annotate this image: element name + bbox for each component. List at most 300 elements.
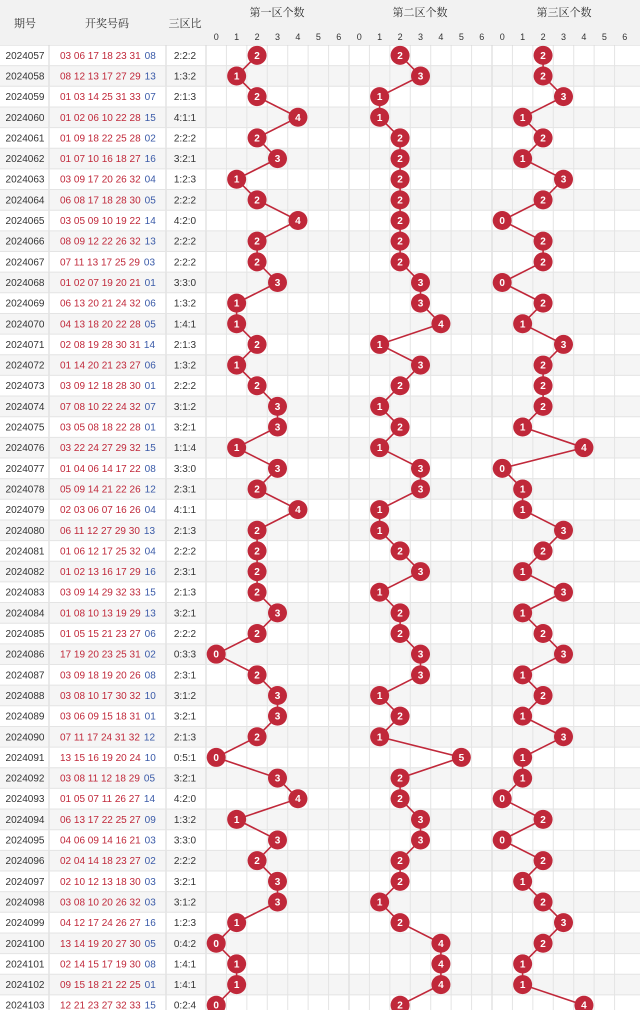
blue-number: 01 <box>144 980 156 992</box>
zone-ratio: 2:3:1 <box>173 484 197 496</box>
zone-ratio: 1:3:2 <box>173 360 197 372</box>
zone1-ball-value: 2 <box>254 133 260 145</box>
zone1-ball-value: 0 <box>213 938 219 950</box>
zone3-ball-value: 0 <box>499 463 505 475</box>
red-numbers: 07 11 13 17 25 29 <box>60 257 140 269</box>
count-header-3-2: 2 <box>540 32 546 42</box>
zone1-ball-value: 3 <box>274 690 281 702</box>
zone2-ball-value: 4 <box>438 319 444 331</box>
zone3-ball-value: 2 <box>540 298 546 310</box>
zone3-ball-value: 3 <box>560 918 567 930</box>
zone-ratio: 0:3:3 <box>173 649 197 661</box>
red-numbers: 01 04 06 14 17 22 <box>60 463 141 475</box>
zone2-ball-value: 5 <box>458 752 465 764</box>
zone3-ball-value: 1 <box>519 980 526 992</box>
zone1-ball-value: 0 <box>213 649 219 661</box>
zone-ratio: 2:2:2 <box>173 856 197 868</box>
zone2-ball-value: 2 <box>397 918 403 930</box>
count-header-3-3: 3 <box>560 32 567 42</box>
draw-numbers <box>60 712 156 723</box>
issue-number: 2024084 <box>5 608 45 620</box>
count-header-1-1: 1 <box>234 32 240 42</box>
count-header-3-6: 6 <box>622 32 628 42</box>
blue-number: 05 <box>144 319 156 331</box>
red-numbers: 08 09 12 22 26 32 <box>60 236 141 248</box>
count-header-1-0: 0 <box>213 32 219 42</box>
red-numbers: 01 06 12 17 25 32 <box>60 546 141 558</box>
zone1-ball-value: 1 <box>233 298 240 310</box>
zone2-ball-value: 2 <box>397 422 403 434</box>
red-numbers: 01 05 07 11 26 27 <box>60 794 140 806</box>
zone-ratio: 2:2:2 <box>173 195 197 207</box>
blue-number: 16 <box>144 154 156 166</box>
zone2-ball-value: 2 <box>397 629 403 641</box>
issue-number: 2024065 <box>5 216 45 228</box>
zone1-ball-value: 2 <box>254 92 260 104</box>
zone3-ball-value: 2 <box>540 546 546 558</box>
count-header-3-4: 4 <box>581 32 587 42</box>
red-numbers: 01 02 07 19 20 21 <box>60 277 141 289</box>
blue-number: 03 <box>143 257 156 269</box>
blue-number: 10 <box>144 752 156 764</box>
zone3-ball-value: 4 <box>581 1000 587 1010</box>
draw-numbers <box>60 381 156 392</box>
zone3-ball-value: 1 <box>519 505 526 517</box>
issue-number: 2024080 <box>5 525 45 537</box>
blue-number: 13 <box>144 236 156 248</box>
issue-number: 2024076 <box>5 443 45 455</box>
blue-number: 08 <box>144 670 156 682</box>
zone2-ball-value: 2 <box>397 773 403 785</box>
zone-ratio: 2:2:2 <box>173 236 197 248</box>
red-numbers: 03 06 09 15 18 31 <box>60 711 141 723</box>
zone1-ball-value: 1 <box>233 980 240 992</box>
zone2-ball-value: 1 <box>376 525 383 537</box>
zone3-ball-value: 1 <box>519 319 526 331</box>
issue-number: 2024095 <box>5 835 45 847</box>
zone-ratio: 2:2:2 <box>173 546 197 558</box>
issue-number: 2024099 <box>5 918 45 930</box>
draw-numbers <box>60 51 156 62</box>
draw-numbers <box>60 794 155 805</box>
zone3-ball-value: 3 <box>560 174 567 186</box>
zone1-ball-value: 3 <box>274 835 281 847</box>
blue-number: 09 <box>144 814 156 826</box>
zone2-ball-value: 2 <box>397 174 403 186</box>
red-numbers: 07 11 17 24 31 32 <box>60 732 140 744</box>
header-ratio: 三区比 <box>168 18 202 30</box>
zone2-ball-value: 2 <box>397 195 403 207</box>
zone1-ball-value: 2 <box>254 587 260 599</box>
red-numbers: 01 08 10 13 19 29 <box>60 608 141 620</box>
zone3-ball-value: 1 <box>519 711 526 723</box>
count-header-2-4: 4 <box>438 32 444 42</box>
draw-numbers <box>60 670 156 681</box>
zone-ratio: 3:3:0 <box>173 277 197 289</box>
zone2-ball-value: 1 <box>376 897 383 909</box>
zone3-ball-value: 2 <box>540 629 546 641</box>
issue-number: 2024071 <box>5 339 45 351</box>
zone1-ball-value: 2 <box>254 236 260 248</box>
blue-number: 06 <box>144 298 156 310</box>
zone-ratio: 3:3:0 <box>173 835 197 847</box>
zone1-ball-value: 3 <box>274 773 281 785</box>
zone-ratio: 2:2:2 <box>173 629 197 641</box>
zone-ratio: 0:4:2 <box>173 938 197 950</box>
zone2-ball-value: 3 <box>417 277 424 289</box>
count-header-2-3: 3 <box>417 32 424 42</box>
blue-number: 04 <box>144 174 156 186</box>
zone2-ball-value: 2 <box>397 133 403 145</box>
count-header-2-6: 6 <box>479 32 485 42</box>
zone-ratio: 1:4:1 <box>173 319 197 331</box>
zone2-ball-value: 3 <box>417 835 424 847</box>
count-header-3-5: 5 <box>601 32 607 42</box>
zone2-ball-value: 2 <box>397 381 403 393</box>
draw-numbers <box>60 1001 156 1010</box>
zone3-ball-value: 0 <box>499 277 505 289</box>
zone1-ball-value: 2 <box>254 732 260 744</box>
zone-ratio: 3:2:1 <box>173 154 197 166</box>
zone1-ball-value: 2 <box>254 670 260 682</box>
zone2-ball-value: 3 <box>417 360 424 372</box>
zone-ratio: 2:2:2 <box>173 381 197 393</box>
count-header-1-3: 3 <box>274 32 281 42</box>
zone2-ball-value: 2 <box>397 608 403 620</box>
zone-ratio: 1:3:2 <box>173 814 197 826</box>
zone-ratio: 2:1:3 <box>173 92 197 104</box>
zone2-ball-value: 3 <box>417 670 424 682</box>
blue-number: 06 <box>144 629 156 641</box>
blue-number: 13 <box>144 71 156 83</box>
issue-number: 2024075 <box>5 422 45 434</box>
blue-number: 07 <box>144 92 156 104</box>
red-numbers: 03 08 10 17 30 32 <box>60 690 141 702</box>
zone3-ball-value: 3 <box>560 649 567 661</box>
zone-ratio: 3:2:1 <box>173 773 197 785</box>
zone3-ball-value: 2 <box>540 814 546 826</box>
zone-ratio: 4:1:1 <box>173 112 197 124</box>
red-numbers: 01 09 18 22 25 28 <box>60 133 141 145</box>
zone3-ball-value: 2 <box>540 856 546 868</box>
red-numbers: 07 08 10 22 24 32 <box>60 401 141 413</box>
issue-number: 2024093 <box>5 794 45 806</box>
blue-number: 13 <box>144 608 156 620</box>
zone1-ball-value: 3 <box>274 422 281 434</box>
draw-numbers <box>60 423 156 434</box>
zone-ratio: 2:1:3 <box>173 525 197 537</box>
header-numbers: 开奖号码 <box>85 18 129 30</box>
issue-number: 2024070 <box>5 319 45 331</box>
zone2-ball-value: 2 <box>397 876 403 888</box>
draw-numbers <box>60 836 156 847</box>
blue-number: 15 <box>144 112 156 124</box>
count-header-2-2: 2 <box>397 32 403 42</box>
red-numbers: 01 14 20 21 23 27 <box>60 360 141 372</box>
zone-ratio: 2:1:3 <box>173 587 197 599</box>
zone-ratio: 2:1:3 <box>173 339 197 351</box>
zone3-ball-value: 2 <box>540 401 546 413</box>
zone1-ball-value: 4 <box>295 112 301 124</box>
blue-number: 16 <box>144 567 156 579</box>
draw-numbers <box>60 216 156 227</box>
count-header-1-6: 6 <box>336 32 342 42</box>
blue-number: 04 <box>144 546 156 558</box>
red-numbers: 01 05 15 21 23 27 <box>60 629 141 641</box>
blue-number: 01 <box>144 277 156 289</box>
red-numbers: 03 05 08 18 22 28 <box>60 422 141 434</box>
issue-number: 2024057 <box>5 50 45 62</box>
zone2-ball-value: 2 <box>397 546 403 558</box>
zone3-ball-value: 1 <box>519 154 526 166</box>
blue-number: 05 <box>144 938 156 950</box>
blue-number: 02 <box>144 649 156 661</box>
zone3-ball-value: 0 <box>499 835 505 847</box>
header-zone2: 第二区个数 <box>392 7 448 19</box>
zone2-ball-value: 3 <box>417 814 424 826</box>
issue-number: 2024103 <box>5 1000 45 1010</box>
zone-ratio: 3:2:1 <box>173 422 197 434</box>
zone-ratio: 1:4:1 <box>173 980 197 992</box>
blue-number: 03 <box>144 835 156 847</box>
issue-number: 2024101 <box>5 959 45 971</box>
zone2-ball-value: 2 <box>397 154 403 166</box>
zone1-ball-value: 2 <box>254 381 260 393</box>
zone3-ball-value: 2 <box>540 897 546 909</box>
zone-ratio: 4:2:0 <box>173 794 197 806</box>
zone3-ball-value: 2 <box>540 195 546 207</box>
zone1-ball-value: 1 <box>233 360 240 372</box>
issue-number: 2024086 <box>5 649 45 661</box>
zone3-ball-value: 1 <box>519 567 526 579</box>
red-numbers: 03 22 24 27 29 32 <box>60 443 141 455</box>
zone-ratio: 4:2:0 <box>173 216 197 228</box>
count-header-1-5: 5 <box>315 32 321 42</box>
zone1-ball-value: 2 <box>254 525 260 537</box>
zone2-ball-value: 4 <box>438 959 444 971</box>
zone3-ball-value: 3 <box>560 732 567 744</box>
issue-number: 2024094 <box>5 814 45 826</box>
zone3-ball-value: 0 <box>499 794 505 806</box>
zone1-ball-value: 3 <box>274 608 281 620</box>
zone2-ball-value: 1 <box>376 690 383 702</box>
blue-number: 06 <box>144 360 156 372</box>
red-numbers: 03 08 10 20 26 32 <box>60 897 141 909</box>
issue-number: 2024072 <box>5 360 45 372</box>
zone1-ball-value: 3 <box>274 277 281 289</box>
zone3-ball-value: 0 <box>499 216 505 228</box>
zone-ratio: 3:1:2 <box>173 401 197 413</box>
zone-ratio: 0:5:1 <box>173 752 197 764</box>
issue-number: 2024097 <box>5 876 45 888</box>
zone3-ball-value: 1 <box>519 752 526 764</box>
issue-number: 2024083 <box>5 587 45 599</box>
red-numbers: 04 13 18 20 22 28 <box>60 319 141 331</box>
red-numbers: 17 19 20 23 25 31 <box>60 649 141 661</box>
zone-ratio: 3:2:1 <box>173 876 197 888</box>
blue-number: 08 <box>144 463 156 475</box>
zone2-ball-value: 1 <box>376 401 383 413</box>
red-numbers: 01 07 10 16 18 27 <box>60 154 141 166</box>
zone2-ball-value: 2 <box>397 236 403 248</box>
zone1-ball-value: 3 <box>274 401 281 413</box>
zone3-ball-value: 1 <box>519 670 526 682</box>
count-header-1-4: 4 <box>295 32 301 42</box>
zone3-ball-value: 1 <box>519 876 526 888</box>
blue-number: 10 <box>144 690 156 702</box>
red-numbers: 06 13 17 22 25 27 <box>60 814 141 826</box>
zone1-ball-value: 4 <box>295 794 301 806</box>
count-header-2-1: 1 <box>377 32 383 42</box>
header-issue: 期号 <box>14 18 36 30</box>
zone2-ball-value: 2 <box>397 711 403 723</box>
zone-ratio: 4:1:1 <box>173 505 197 517</box>
zone-ratio: 3:2:1 <box>173 608 197 620</box>
zone2-ball-value: 2 <box>397 257 403 269</box>
issue-number: 2024088 <box>5 690 45 702</box>
zone-ratio: 2:1:3 <box>173 732 197 744</box>
red-numbers: 02 14 15 17 19 30 <box>60 959 141 971</box>
zone1-ball-value: 2 <box>254 257 260 269</box>
red-numbers: 03 06 17 18 23 31 <box>60 50 141 62</box>
zone-ratio: 2:2:2 <box>173 257 197 269</box>
zone2-ball-value: 2 <box>397 856 403 868</box>
red-numbers: 01 03 14 25 31 33 <box>60 92 141 104</box>
zone2-ball-value: 3 <box>417 298 424 310</box>
zone3-ball-value: 2 <box>540 236 546 248</box>
draw-numbers <box>60 588 156 599</box>
draw-numbers <box>60 175 156 186</box>
zone2-ball-value: 1 <box>376 92 383 104</box>
zone3-ball-value: 2 <box>540 360 546 372</box>
issue-number: 2024087 <box>5 670 45 682</box>
zone2-ball-value: 3 <box>417 649 424 661</box>
zone1-ball-value: 2 <box>254 484 260 496</box>
zone3-ball-value: 1 <box>519 773 526 785</box>
red-numbers: 03 09 18 19 20 26 <box>60 670 141 682</box>
red-numbers: 03 08 11 12 18 29 <box>60 773 140 785</box>
zone-ratio: 1:1:4 <box>173 443 197 455</box>
issue-number: 2024096 <box>5 856 45 868</box>
red-numbers: 13 15 16 19 20 24 <box>60 752 141 764</box>
zone-ratio: 1:4:1 <box>173 959 197 971</box>
draw-numbers <box>60 918 156 929</box>
draw-numbers <box>60 133 156 144</box>
zone2-ball-value: 1 <box>376 505 383 517</box>
red-numbers: 03 09 12 18 28 30 <box>60 381 141 393</box>
zone2-ball-value: 3 <box>417 484 424 496</box>
blue-number: 15 <box>144 587 156 599</box>
issue-number: 2024100 <box>5 938 45 950</box>
red-numbers: 03 05 09 10 19 22 <box>60 216 141 228</box>
count-header-3-0: 0 <box>499 32 505 42</box>
zone1-ball-value: 1 <box>233 959 240 971</box>
zone-ratio: 3:1:2 <box>173 897 197 909</box>
issue-number: 2024059 <box>5 92 45 104</box>
zone-ratio: 1:2:3 <box>173 174 197 186</box>
red-numbers: 02 10 12 13 18 30 <box>60 876 141 888</box>
blue-number: 12 <box>143 732 156 744</box>
zone-ratio: 3:1:2 <box>173 690 197 702</box>
issue-number: 2024085 <box>5 629 45 641</box>
draw-numbers <box>60 629 156 640</box>
zone3-ball-value: 3 <box>560 587 567 599</box>
count-header-2-0: 0 <box>356 32 362 42</box>
issue-number: 2024102 <box>5 980 45 992</box>
count-header-2-5: 5 <box>458 32 464 42</box>
zone1-ball-value: 3 <box>274 463 281 475</box>
red-numbers: 06 13 20 21 24 32 <box>60 298 141 310</box>
red-numbers: 12 21 23 27 32 33 <box>60 1000 141 1010</box>
issue-number: 2024081 <box>5 546 45 558</box>
zone-ratio: 3:3:0 <box>173 463 197 475</box>
red-numbers: 06 08 17 18 28 30 <box>60 195 141 207</box>
blue-number: 01 <box>144 422 156 434</box>
blue-number: 01 <box>144 381 156 393</box>
issue-number: 2024068 <box>5 277 45 289</box>
blue-number: 08 <box>144 959 156 971</box>
blue-number: 07 <box>144 401 156 413</box>
zone-ratio: 3:2:1 <box>173 711 197 723</box>
count-sub-headers <box>214 32 628 42</box>
issue-number: 2024092 <box>5 773 45 785</box>
zone2-ball-value: 1 <box>376 112 383 124</box>
zone1-ball-value: 3 <box>274 154 281 166</box>
zone1-ball-value: 1 <box>233 918 240 930</box>
zone2-ball-value: 4 <box>438 938 444 950</box>
draw-numbers <box>60 959 156 970</box>
draw-numbers <box>60 505 156 516</box>
zone-ratio: 1:3:2 <box>173 71 197 83</box>
zone1-ball-value: 3 <box>274 897 281 909</box>
zone3-ball-value: 2 <box>540 257 546 269</box>
blue-number: 05 <box>143 773 156 785</box>
zone1-ball-value: 1 <box>233 174 240 186</box>
zone3-ball-value: 2 <box>540 133 546 145</box>
zone2-ball-value: 3 <box>417 463 424 475</box>
zone1-ball-value: 2 <box>254 50 260 62</box>
issue-number: 2024058 <box>5 71 45 83</box>
zone3-ball-value: 1 <box>519 112 526 124</box>
red-numbers: 03 09 14 29 32 33 <box>60 587 141 599</box>
draw-numbers <box>60 299 156 310</box>
red-numbers: 02 03 06 07 16 26 <box>60 505 141 517</box>
zone1-ball-value: 2 <box>254 546 260 558</box>
header-zone3: 第三区个数 <box>536 7 592 19</box>
zone1-ball-value: 3 <box>274 711 281 723</box>
zone2-ball-value: 4 <box>438 980 444 992</box>
table-header <box>0 0 640 45</box>
draw-numbers <box>60 464 156 475</box>
blue-number: 14 <box>143 339 156 351</box>
zone1-ball-value: 1 <box>233 319 240 331</box>
zone-ratio: 2:2:2 <box>173 50 197 62</box>
zone-ratio: 0:2:4 <box>173 1000 197 1010</box>
blue-number: 14 <box>144 216 156 228</box>
zone2-ball-value: 2 <box>397 50 403 62</box>
zone2-ball-value: 1 <box>376 443 383 455</box>
zone3-ball-value: 2 <box>540 50 546 62</box>
zone-ratio: 2:2:2 <box>173 133 197 145</box>
zone3-ball-value: 4 <box>581 443 587 455</box>
issue-number: 2024090 <box>5 732 45 744</box>
issue-number: 2024079 <box>5 505 45 517</box>
blue-number: 05 <box>144 195 156 207</box>
zone1-ball-value: 4 <box>295 505 301 517</box>
red-numbers: 09 15 18 21 22 25 <box>60 980 141 992</box>
draw-numbers <box>60 753 156 764</box>
count-header-1-2: 2 <box>254 32 260 42</box>
